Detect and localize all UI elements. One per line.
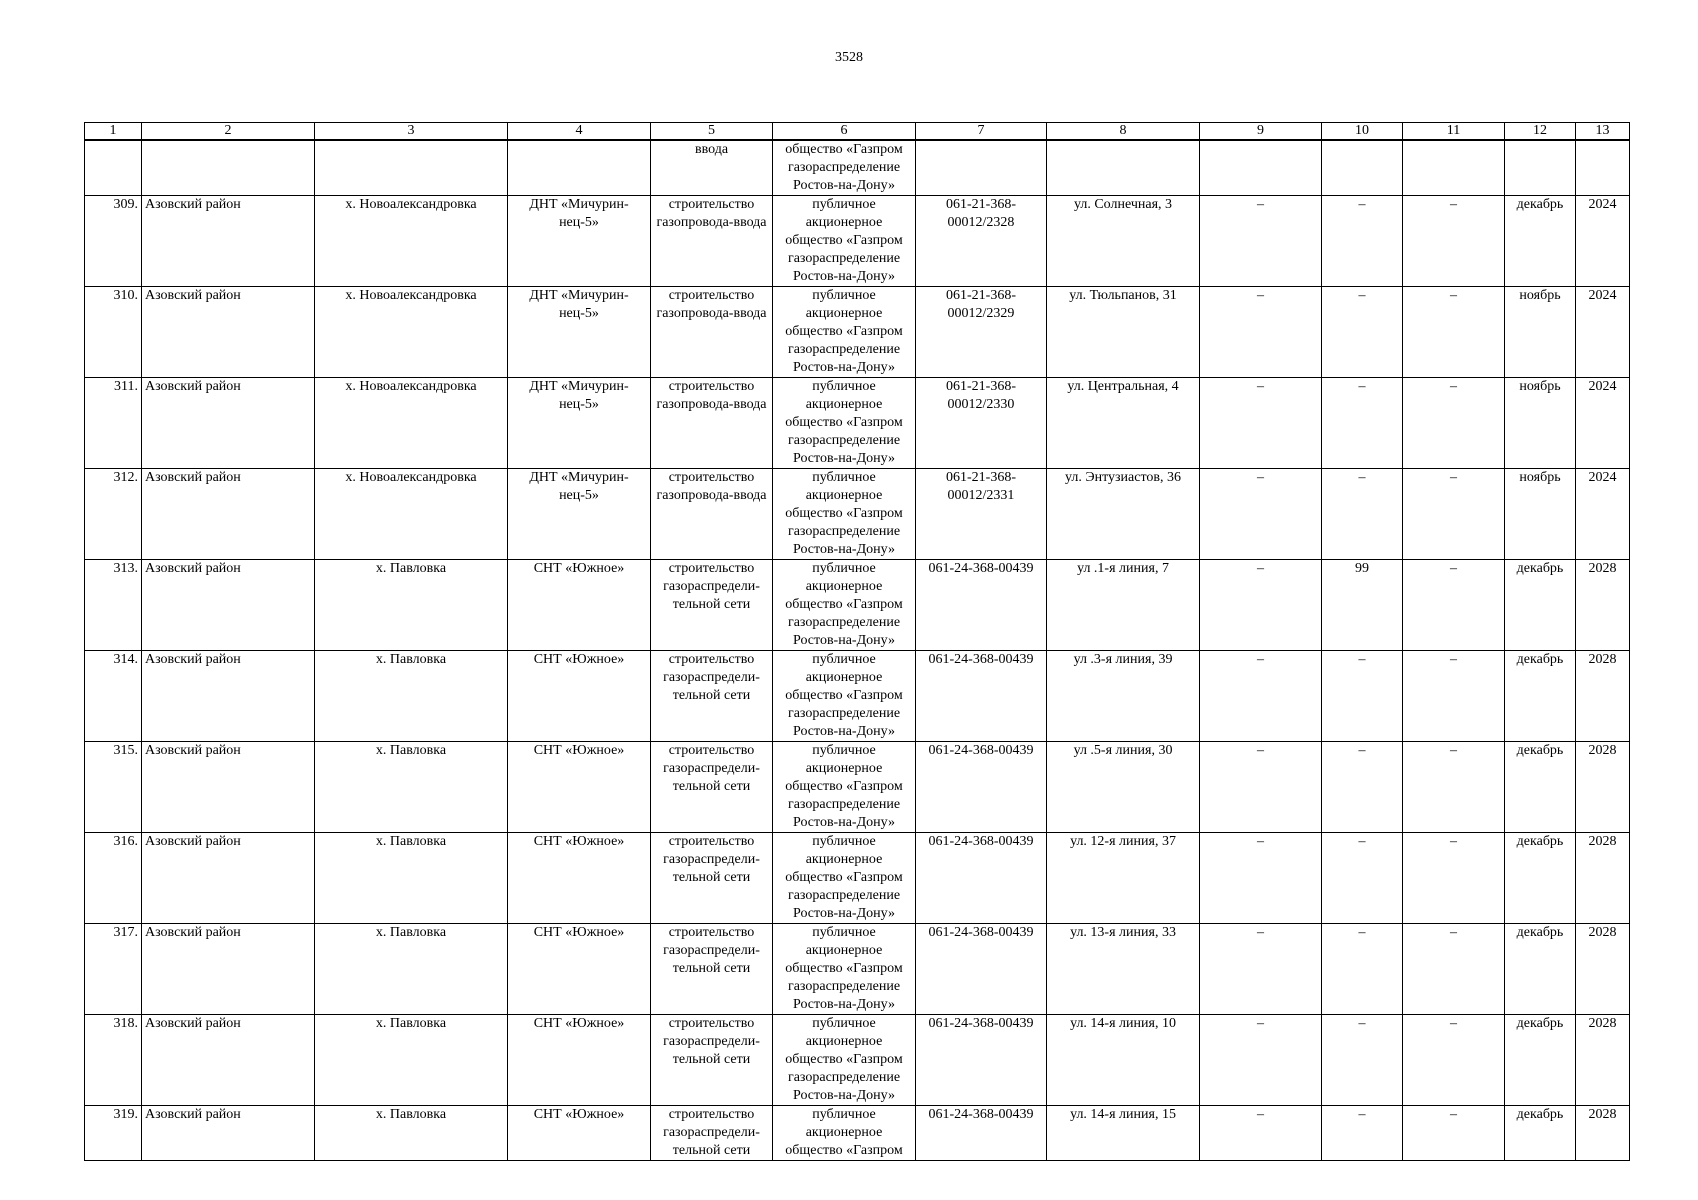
cell-district: Азовский район: [142, 651, 315, 742]
cell-num: 314.: [85, 651, 142, 742]
cell-num: 316.: [85, 833, 142, 924]
cell-address: ул. Центральная, 4: [1047, 378, 1200, 469]
cell-year: 2024: [1576, 378, 1630, 469]
table-row: [85, 287, 1630, 378]
cell-object: СНТ «Южное»: [508, 560, 651, 651]
column-header: 9: [1200, 123, 1322, 141]
cell-org: публичное акционерное общество «Газпром газораспределение Ростов-на-Дону»: [773, 287, 916, 378]
cell-col10: [1322, 140, 1403, 196]
continuation-row: [85, 140, 1630, 196]
cell-work: ввода: [651, 140, 773, 196]
cell-month: декабрь: [1505, 924, 1576, 1015]
cell-code: 061-21-368-00012/2331: [916, 469, 1047, 560]
cell-code: 061-24-368-00439: [916, 1106, 1047, 1161]
cell-month: ноябрь: [1505, 287, 1576, 378]
cell-code: 061-21-368-00012/2330: [916, 378, 1047, 469]
cell-object: [508, 140, 651, 196]
table-row: [85, 833, 1630, 924]
cell-year: 2028: [1576, 924, 1630, 1015]
cell-address: ул. 12-я линия, 37: [1047, 833, 1200, 924]
cell-code: 061-24-368-00439: [916, 833, 1047, 924]
cell-work: строительство газораспредели-тельной сети: [651, 1106, 773, 1161]
cell-address: ул. Солнечная, 3: [1047, 196, 1200, 287]
cell-num: 311.: [85, 378, 142, 469]
table-row: [85, 1106, 1630, 1161]
cell-code: 061-24-368-00439: [916, 651, 1047, 742]
cell-address: ул .3-я линия, 39: [1047, 651, 1200, 742]
table-body: [85, 140, 1630, 1161]
cell-district: Азовский район: [142, 833, 315, 924]
column-header: 4: [508, 123, 651, 141]
cell-work: строительство газопровода-ввода: [651, 378, 773, 469]
column-header: 10: [1322, 123, 1403, 141]
cell-address: ул .5-я линия, 30: [1047, 742, 1200, 833]
cell-col10: –: [1322, 924, 1403, 1015]
cell-col11: –: [1403, 560, 1505, 651]
cell-year: 2024: [1576, 196, 1630, 287]
cell-col9: –: [1200, 651, 1322, 742]
cell-col11: –: [1403, 1015, 1505, 1106]
table-row: [85, 560, 1630, 651]
cell-settlement: х. Павловка: [315, 1106, 508, 1161]
column-header: 6: [773, 123, 916, 141]
cell-col11: –: [1403, 287, 1505, 378]
cell-address: ул. 14-я линия, 10: [1047, 1015, 1200, 1106]
cell-work: строительство газораспредели-тельной сети: [651, 833, 773, 924]
cell-col10: –: [1322, 469, 1403, 560]
column-header: 7: [916, 123, 1047, 141]
cell-year: 2028: [1576, 833, 1630, 924]
cell-year: 2028: [1576, 1015, 1630, 1106]
cell-col9: –: [1200, 924, 1322, 1015]
cell-year: 2024: [1576, 469, 1630, 560]
cell-month: декабрь: [1505, 560, 1576, 651]
cell-settlement: х. Новоалександровка: [315, 378, 508, 469]
table-row: [85, 651, 1630, 742]
cell-address: ул. Тюльпанов, 31: [1047, 287, 1200, 378]
cell-work: строительство газораспредели-тельной сети: [651, 1015, 773, 1106]
cell-col10: –: [1322, 1015, 1403, 1106]
cell-org: публичное акционерное общество «Газпром газораспределение Ростов-на-Дону»: [773, 924, 916, 1015]
cell-work: строительство газораспредели-тельной сети: [651, 651, 773, 742]
cell-district: Азовский район: [142, 924, 315, 1015]
cell-code: 061-24-368-00439: [916, 560, 1047, 651]
column-header: 1: [85, 123, 142, 141]
table-row: [85, 196, 1630, 287]
cell-num: 315.: [85, 742, 142, 833]
cell-object: СНТ «Южное»: [508, 742, 651, 833]
table-row: [85, 378, 1630, 469]
cell-col11: –: [1403, 1106, 1505, 1161]
cell-year: 2028: [1576, 742, 1630, 833]
cell-org: публичное акционерное общество «Газпром газораспределение Ростов-на-Дону»: [773, 651, 916, 742]
cell-settlement: [315, 140, 508, 196]
cell-code: 061-24-368-00439: [916, 742, 1047, 833]
cell-work: строительство газораспредели-тельной сети: [651, 924, 773, 1015]
cell-object: СНТ «Южное»: [508, 924, 651, 1015]
cell-col11: –: [1403, 924, 1505, 1015]
cell-col10: –: [1322, 742, 1403, 833]
cell-district: [142, 140, 315, 196]
cell-num: 318.: [85, 1015, 142, 1106]
cell-col11: [1403, 140, 1505, 196]
cell-settlement: х. Павловка: [315, 742, 508, 833]
cell-district: Азовский район: [142, 469, 315, 560]
cell-month: [1505, 140, 1576, 196]
column-header: 8: [1047, 123, 1200, 141]
cell-object: ДНТ «Мичурин-нец-5»: [508, 378, 651, 469]
cell-work: строительство газопровода-ввода: [651, 469, 773, 560]
cell-col10: –: [1322, 1106, 1403, 1161]
cell-org: публичное акционерное общество «Газпром газораспределение Ростов-на-Дону»: [773, 196, 916, 287]
cell-district: Азовский район: [142, 196, 315, 287]
table-row: [85, 742, 1630, 833]
cell-col11: –: [1403, 742, 1505, 833]
cell-col9: –: [1200, 287, 1322, 378]
cell-col10: –: [1322, 196, 1403, 287]
cell-col11: –: [1403, 196, 1505, 287]
cell-work: строительство газораспредели-тельной сети: [651, 742, 773, 833]
cell-org: общество «Газпром газораспределение Ростов-на-Дону»: [773, 140, 916, 196]
cell-col10: 99: [1322, 560, 1403, 651]
column-header: 13: [1576, 123, 1630, 141]
cell-code: 061-21-368-00012/2329: [916, 287, 1047, 378]
column-numbers-row: [85, 123, 1630, 141]
cell-col9: –: [1200, 196, 1322, 287]
cell-settlement: х. Новоалександровка: [315, 287, 508, 378]
column-header: 12: [1505, 123, 1576, 141]
cell-col9: –: [1200, 742, 1322, 833]
cell-month: ноябрь: [1505, 378, 1576, 469]
cell-col9: [1200, 140, 1322, 196]
cell-year: 2028: [1576, 1106, 1630, 1161]
page-number: 3528: [835, 50, 863, 65]
cell-object: СНТ «Южное»: [508, 1106, 651, 1161]
cell-col10: –: [1322, 287, 1403, 378]
cell-col10: –: [1322, 833, 1403, 924]
cell-year: 2028: [1576, 651, 1630, 742]
column-header: 5: [651, 123, 773, 141]
cell-org: публичное акционерное общество «Газпром газораспределение Ростов-на-Дону»: [773, 1015, 916, 1106]
cell-org: публичное акционерное общество «Газпром газораспределение Ростов-на-Дону»: [773, 833, 916, 924]
cell-col11: –: [1403, 833, 1505, 924]
cell-col9: –: [1200, 833, 1322, 924]
cell-district: Азовский район: [142, 378, 315, 469]
cell-col9: –: [1200, 560, 1322, 651]
cell-address: ул. 13-я линия, 33: [1047, 924, 1200, 1015]
cell-object: ДНТ «Мичурин-нец-5»: [508, 287, 651, 378]
cell-month: декабрь: [1505, 196, 1576, 287]
cell-org: публичное акционерное общество «Газпром: [773, 1106, 916, 1161]
cell-object: ДНТ «Мичурин-нец-5»: [508, 469, 651, 560]
cell-num: 317.: [85, 924, 142, 1015]
cell-year: 2028: [1576, 560, 1630, 651]
cell-num: 309.: [85, 196, 142, 287]
cell-col11: –: [1403, 651, 1505, 742]
column-header: 2: [142, 123, 315, 141]
cell-settlement: х. Павловка: [315, 1015, 508, 1106]
cell-work: строительство газопровода-ввода: [651, 196, 773, 287]
cell-settlement: х. Новоалександровка: [315, 469, 508, 560]
cell-col9: –: [1200, 378, 1322, 469]
table-row: [85, 924, 1630, 1015]
cell-col11: –: [1403, 378, 1505, 469]
cell-col10: –: [1322, 378, 1403, 469]
cell-col9: –: [1200, 469, 1322, 560]
cell-col9: –: [1200, 1015, 1322, 1106]
cell-address: [1047, 140, 1200, 196]
cell-settlement: х. Павловка: [315, 560, 508, 651]
cell-num: 319.: [85, 1106, 142, 1161]
cell-work: строительство газопровода-ввода: [651, 287, 773, 378]
cell-object: СНТ «Южное»: [508, 833, 651, 924]
column-header: 3: [315, 123, 508, 141]
cell-settlement: х. Павловка: [315, 924, 508, 1015]
table-row: [85, 469, 1630, 560]
cell-code: [916, 140, 1047, 196]
cell-num: 313.: [85, 560, 142, 651]
cell-settlement: х. Новоалександровка: [315, 196, 508, 287]
cell-code: 061-24-368-00439: [916, 924, 1047, 1015]
cell-month: декабрь: [1505, 1015, 1576, 1106]
cell-month: ноябрь: [1505, 469, 1576, 560]
cell-org: публичное акционерное общество «Газпром газораспределение Ростов-на-Дону»: [773, 742, 916, 833]
cell-month: декабрь: [1505, 651, 1576, 742]
cell-code: 061-24-368-00439: [916, 1015, 1047, 1106]
cell-month: декабрь: [1505, 1106, 1576, 1161]
cell-settlement: х. Павловка: [315, 833, 508, 924]
cell-settlement: х. Павловка: [315, 651, 508, 742]
cell-col10: –: [1322, 651, 1403, 742]
cell-num: 310.: [85, 287, 142, 378]
column-header: 11: [1403, 123, 1505, 141]
cell-address: ул. 14-я линия, 15: [1047, 1106, 1200, 1161]
cell-org: публичное акционерное общество «Газпром газораспределение Ростов-на-Дону»: [773, 378, 916, 469]
cell-col9: –: [1200, 1106, 1322, 1161]
registry-table: [84, 122, 1630, 1161]
cell-address: ул .1-я линия, 7: [1047, 560, 1200, 651]
cell-object: СНТ «Южное»: [508, 1015, 651, 1106]
cell-num: [85, 140, 142, 196]
cell-district: Азовский район: [142, 287, 315, 378]
table-row: [85, 1015, 1630, 1106]
cell-org: публичное акционерное общество «Газпром газораспределение Ростов-на-Дону»: [773, 560, 916, 651]
cell-month: декабрь: [1505, 833, 1576, 924]
cell-address: ул. Энтузиастов, 36: [1047, 469, 1200, 560]
cell-month: декабрь: [1505, 742, 1576, 833]
cell-object: ДНТ «Мичурин-нец-5»: [508, 196, 651, 287]
cell-num: 312.: [85, 469, 142, 560]
cell-district: Азовский район: [142, 742, 315, 833]
cell-district: Азовский район: [142, 1106, 315, 1161]
cell-work: строительство газораспредели-тельной сети: [651, 560, 773, 651]
cell-district: Азовский район: [142, 1015, 315, 1106]
cell-year: [1576, 140, 1630, 196]
cell-district: Азовский район: [142, 560, 315, 651]
cell-org: публичное акционерное общество «Газпром газораспределение Ростов-на-Дону»: [773, 469, 916, 560]
cell-year: 2024: [1576, 287, 1630, 378]
cell-col11: –: [1403, 469, 1505, 560]
cell-code: 061-21-368-00012/2328: [916, 196, 1047, 287]
cell-object: СНТ «Южное»: [508, 651, 651, 742]
